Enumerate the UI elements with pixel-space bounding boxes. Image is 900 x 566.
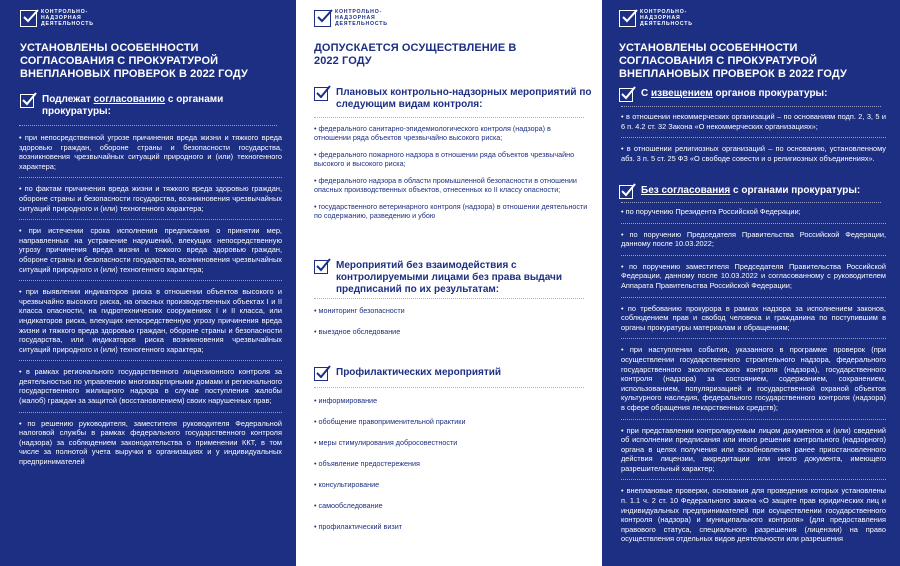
list-item: • обобщение правоприменительной практики: [314, 417, 466, 426]
list-item: • в отношении религиозных организаций – по основанию, установленному абз. 3 п. 5 ст. 25 ФЗ «О свободе совести и о религиозных объединениях».: [621, 144, 886, 163]
list-item: • при представлении контролируемым лицом документов и (или) сведений об исполнении предписания или иного решения контрольного (надзорного) органа в целях получения или возобновления ранее приостановленного действия лицензии, аккредитации или иного документа, имеющего разрешительный характер;: [621, 425, 886, 473]
section-heading-planned: Плановых контрольно-надзорных мероприятий по следующим видам контроля:: [314, 87, 594, 111]
divider: [621, 137, 886, 138]
divider: [621, 202, 881, 203]
divider: [621, 255, 886, 256]
checkbox-logo-icon: [20, 10, 37, 27]
list-item: • информирование: [314, 396, 378, 405]
list-item: • меры стимулирования добросовестности: [314, 438, 458, 447]
list-item: • по поручению заместителя Председателя Правительства Российской Федерации, данному после 10.03.2022 и согласованному с руководителем Аппарата Правительства Российской Федерации;: [621, 261, 886, 290]
divider: [621, 479, 886, 480]
section-heading-no-approval: Без согласования с органами прокуратуры:: [619, 185, 889, 199]
divider: [621, 106, 881, 107]
column-left: [0, 0, 296, 566]
divider: [621, 338, 886, 339]
item-list: [314, 124, 588, 228]
divider: [19, 280, 282, 281]
list-item: • федерального санитарно-эпидемиологического контроля (надзора) в отношении ряда объектов чрезвычайно высокого риска;: [314, 124, 551, 142]
column-right: [602, 0, 900, 566]
divider: [314, 298, 584, 299]
list-item: • профилактический визит: [314, 522, 402, 531]
list-item: • в отношении некоммерческих организаций – по основаниям подп. 2, 3, 5 и 6 п. 4.2 ст. 32 Закона «О некоммерческих организациях»;: [621, 112, 886, 131]
list-item: • по фактам причинения вреда жизни и тяжкого вреда здоровью граждан, обороне страны и безопасности государства, возникновения чрезвычайных ситуаций природного и (или) техногенного характера;: [19, 184, 282, 213]
logo: [619, 9, 700, 27]
checkbox-icon: [20, 94, 34, 108]
column-middle: [296, 0, 602, 566]
divider: [621, 419, 886, 420]
list-item: • по поручению Президента Российской Федерации;: [621, 207, 801, 216]
checkbox-logo-icon: [314, 10, 331, 27]
divider: [19, 125, 277, 126]
logo-text: КОНТРОЛЬНО- НАДЗОРНАЯ ДЕЯТЕЛЬНОСТЬ: [335, 9, 388, 27]
item-list: [314, 306, 588, 348]
list-item: • внеплановые проверки, основания для проведения которых установлены п. 1.1 ч. 2 ст. 10 Федерального закона «О защите прав юридических лиц и индивидуальных предпринимателей при осуществлении государственного контроля (надзора) и муниципального контроля» (для предоставления правового статуса, специального разрешения (лицензии) на право осуществления отдельных видов деятельности или разрешения: [621, 486, 886, 544]
item-list: [621, 207, 886, 553]
section-heading-preventive: Профилактических мероприятий: [314, 367, 594, 381]
section-heading-notice: С извещением органов прокуратуры:: [619, 88, 889, 102]
item-list: [314, 396, 588, 543]
divider: [19, 219, 282, 220]
list-item: • государственного ветеринарного контроля (надзора) в отношении деятельности по содержанию, разведению и убою: [314, 202, 588, 220]
logo: [314, 9, 395, 27]
list-item: • при непосредственной угрозе причинения вреда жизни и тяжкого вреда здоровью граждан, обороне страны и безопасности государства, возникновения чрезвычайных ситуаций природного и (или) техногенного характера;: [19, 133, 282, 171]
checkbox-icon: [619, 88, 633, 102]
list-item: • по решению руководителя, заместителя руководителя Федеральной налоговой службы в рамках федерального государственного контроля (надзора) за соблюдением законодательства о применении ККТ, в том числе за полнотой учета выручки в организациях и у индивидуальных предпринимателей: [19, 418, 282, 467]
divider: [19, 412, 282, 413]
list-item: • в рамках регионального государственного лицензионного контроля за деятельностью по управлению многоквартирными домами и регионального государственного жилищного надзора в случае поступления жалобы (жалоб) граждан за защитой (восстановлением) своих нарушенных прав;: [19, 367, 282, 406]
list-item: • федерального пожарного надзора в отношении ряда объектов чрезвычайно высокого и высокого риска;: [314, 150, 575, 168]
checkbox-logo-icon: [619, 10, 636, 27]
checkbox-icon: [619, 185, 633, 199]
divider: [621, 223, 886, 224]
page-title: УСТАНОВЛЕНЫ ОСОБЕННОСТИ СОГЛАСОВАНИЯ С ПРОКУРАТУРОЙ ВНЕПЛАНОВЫХ ПРОВЕРОК В 2022 ГОДУ: [619, 42, 847, 80]
divider: [314, 387, 584, 388]
logo-text: КОНТРОЛЬНО- НАДЗОРНАЯ ДЕЯТЕЛЬНОСТЬ: [640, 9, 693, 27]
item-list: [621, 112, 886, 172]
list-item: • выездное обследование: [314, 327, 401, 336]
divider: [19, 360, 282, 361]
page-title: ДОПУСКАЕТСЯ ОСУЩЕСТВЛЕНИЕ В 2022 ГОДУ: [314, 42, 517, 67]
section-heading: Подлежат согласованию с органами прокуратуры:: [20, 94, 280, 118]
item-list: [19, 133, 282, 476]
list-item: • по требованию прокурора в рамках надзора за исполнением законов, соблюдением прав и свобод человека и гражданина по поступившим в органы прокуратуры материалам и обращениям;: [621, 303, 886, 332]
logo-text: КОНТРОЛЬНО- НАДЗОРНАЯ ДЕЯТЕЛЬНОСТЬ: [41, 9, 94, 27]
section-heading-no-interaction: Мероприятий без взаимодействия с контролируемыми лицами без права выдачи предписаний по их результатам:: [314, 260, 594, 296]
checkbox-icon: [314, 367, 328, 381]
checkbox-icon: [314, 87, 328, 101]
list-item: • самообследование: [314, 501, 383, 510]
checkbox-icon: [314, 260, 328, 274]
list-item: • объявление предостережения: [314, 459, 420, 468]
list-item: • федерального надзора в области промышленной безопасности в отношении опасных производственных объектов, отнесенных ко II классу опасности;: [314, 176, 577, 194]
logo: [20, 9, 101, 27]
list-item: • консультирование: [314, 480, 380, 489]
divider: [19, 177, 282, 178]
list-item: • по поручению Председателя Правительства Российской Федерации, данному после 10.03.2022;: [621, 229, 886, 249]
list-item: • при истечении срока исполнения предписания о принятии мер, направленных на устранение нарушений, влекущих непосредственную угрозу причинения вреда жизни и тяжкого вреда здоровью граждан, обороне страны и безопасности государства, возникновения чрезвычайных ситуаций природного и (или) техногенного характера;: [19, 226, 282, 274]
page-title: УСТАНОВЛЕНЫ ОСОБЕННОСТИ СОГЛАСОВАНИЯ С ПРОКУРАТУРОЙ ВНЕПЛАНОВЫХ ПРОВЕРОК В 2022 ГОДУ: [20, 42, 248, 80]
list-item: • мониторинг безопасности: [314, 306, 405, 315]
divider: [621, 297, 886, 298]
list-item: • при наступлении события, указанного в программе проверок (при осуществлении государственного строительного надзора, федерального государственного экологического контроля (надзора), государственного контроля (надзора) за состоянием, содержанием, сохранением, использованием, популяризацией и государственной охраной объектов культурного наследия, федерального государственного контроля (надзора) в сфере обращения лекарственных средств);: [621, 345, 886, 412]
list-item: • при выявлении индикаторов риска в отношении объектов высокого и чрезвычайно высокого риска, на опасных производственных объектах I и II класса опасности, на гидротехнических сооружениях I и II класса, или индикаторов риска, влекущих непосредственную угрозу причинения вреда жизни и тяжкого вреда здоровью граждан, обороне страны и безопасности государства, или индикаторов риска возникновения чрезвычайных ситуаций природного и (или) техногенного характера;: [19, 287, 282, 354]
divider: [314, 117, 584, 118]
